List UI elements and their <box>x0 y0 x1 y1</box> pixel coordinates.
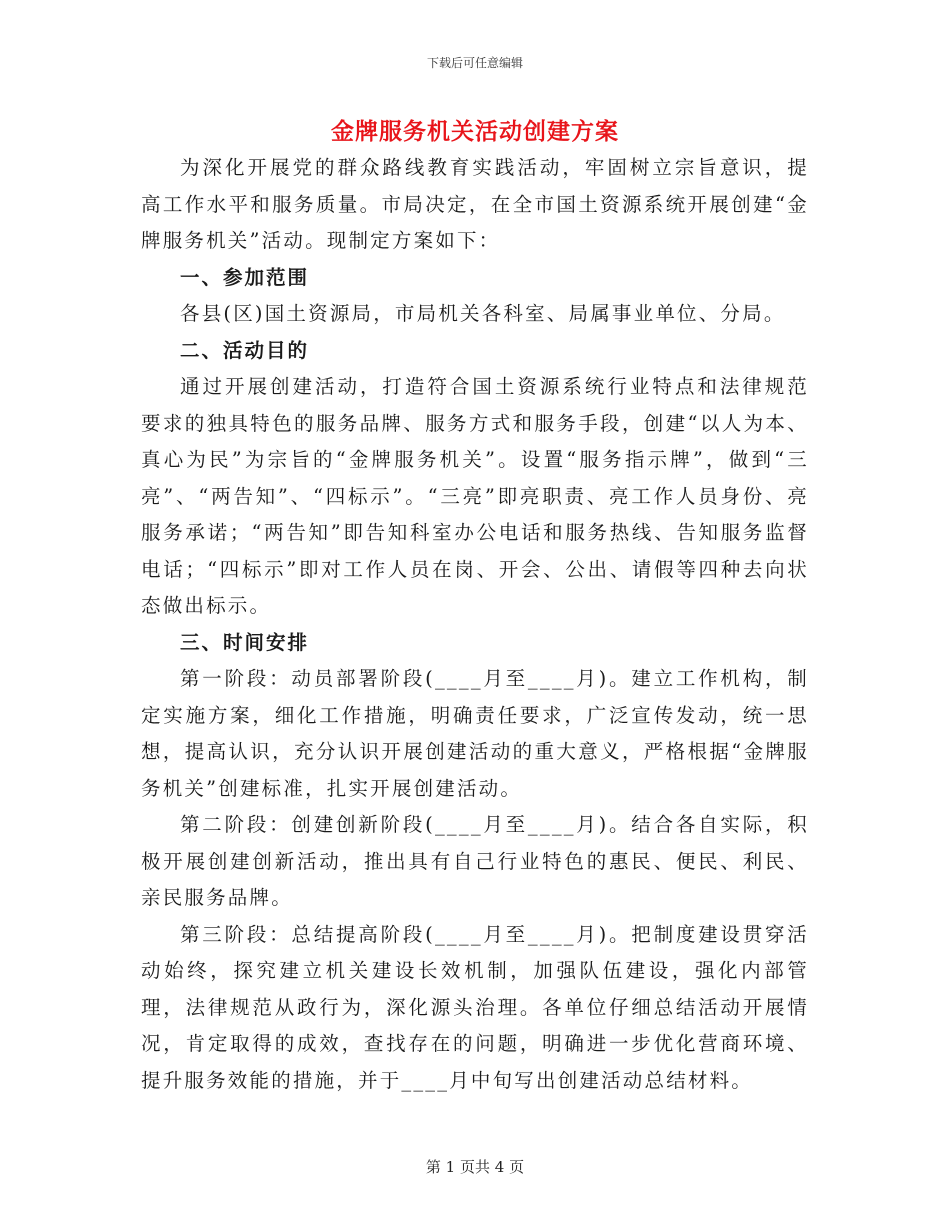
section-heading-purpose: 二、活动目的 <box>180 338 310 362</box>
stage1-paragraph: 第一阶段：动员部署阶段(____月至____月)。建立工作机构，制定实施方案，细化工作措施，明确责任要求，广泛宣传发动，统一思想，提高认识，充分认识开展创建活动的重大意义，严格根据“金牌服务机关”创建标准，扎实开展创建活动。 <box>141 667 809 800</box>
intro-paragraph: 为深化开展党的群众路线教育实践活动，牢固树立宗旨意识，提高工作水平和服务质量。市局决定，在全市国土资源系统开展创建“金牌服务机关”活动。现制定方案如下： <box>141 156 809 252</box>
header-note: 下载后可任意编辑 <box>426 56 523 70</box>
document-body <box>141 150 809 1099</box>
page-number: 第 1 页共 4 页 <box>425 1158 525 1176</box>
scope-paragraph: 各县(区)国土资源局，市局机关各科室、局属事业单位、分局。 <box>180 302 786 325</box>
section-heading-scope: 一、参加范围 <box>180 265 310 289</box>
purpose-paragraph: 通过开展创建活动，打造符合国土资源系统行业特点和法律规范要求的独具特色的服务品牌、服务方式和服务手段，创建“以人为本、真心为民”为宗旨的“金牌服务机关”。设置“服务指示牌”，做到“三亮”、“两告知”、“四标示”。“三亮”即亮职责、亮工作人员身份、亮服务承诺；“两告知”即告知科室办公电话和服务热线、告知服务监督电话；“四标示”即对工作人员在岗、开会、公出、请假等四种去向状态做出标示。 <box>141 375 809 617</box>
stage2-paragraph: 第二阶段：创建创新阶段(____月至____月)。结合各自实际，积极开展创建创新活动，推出具有自己行业特色的惠民、便民、利民、亲民服务品牌。 <box>141 813 809 909</box>
document-title: 金牌服务机关活动创建方案 <box>331 118 619 145</box>
section-heading-schedule: 三、时间安排 <box>180 630 310 654</box>
stage3-paragraph: 第三阶段：总结提高阶段(____月至____月)。把制度建设贯穿活动始终，探究建立机关建设长效机制，加强队伍建设，强化内部管理，法律规范从政行为，深化源头治理。各单位仔细总结活动开展情况，肯定取得的成效，查找存在的问题，明确进一步优化营商环境、提升服务效能的措施，并于____月中旬写出创建活动总结材料。 <box>141 922 809 1092</box>
